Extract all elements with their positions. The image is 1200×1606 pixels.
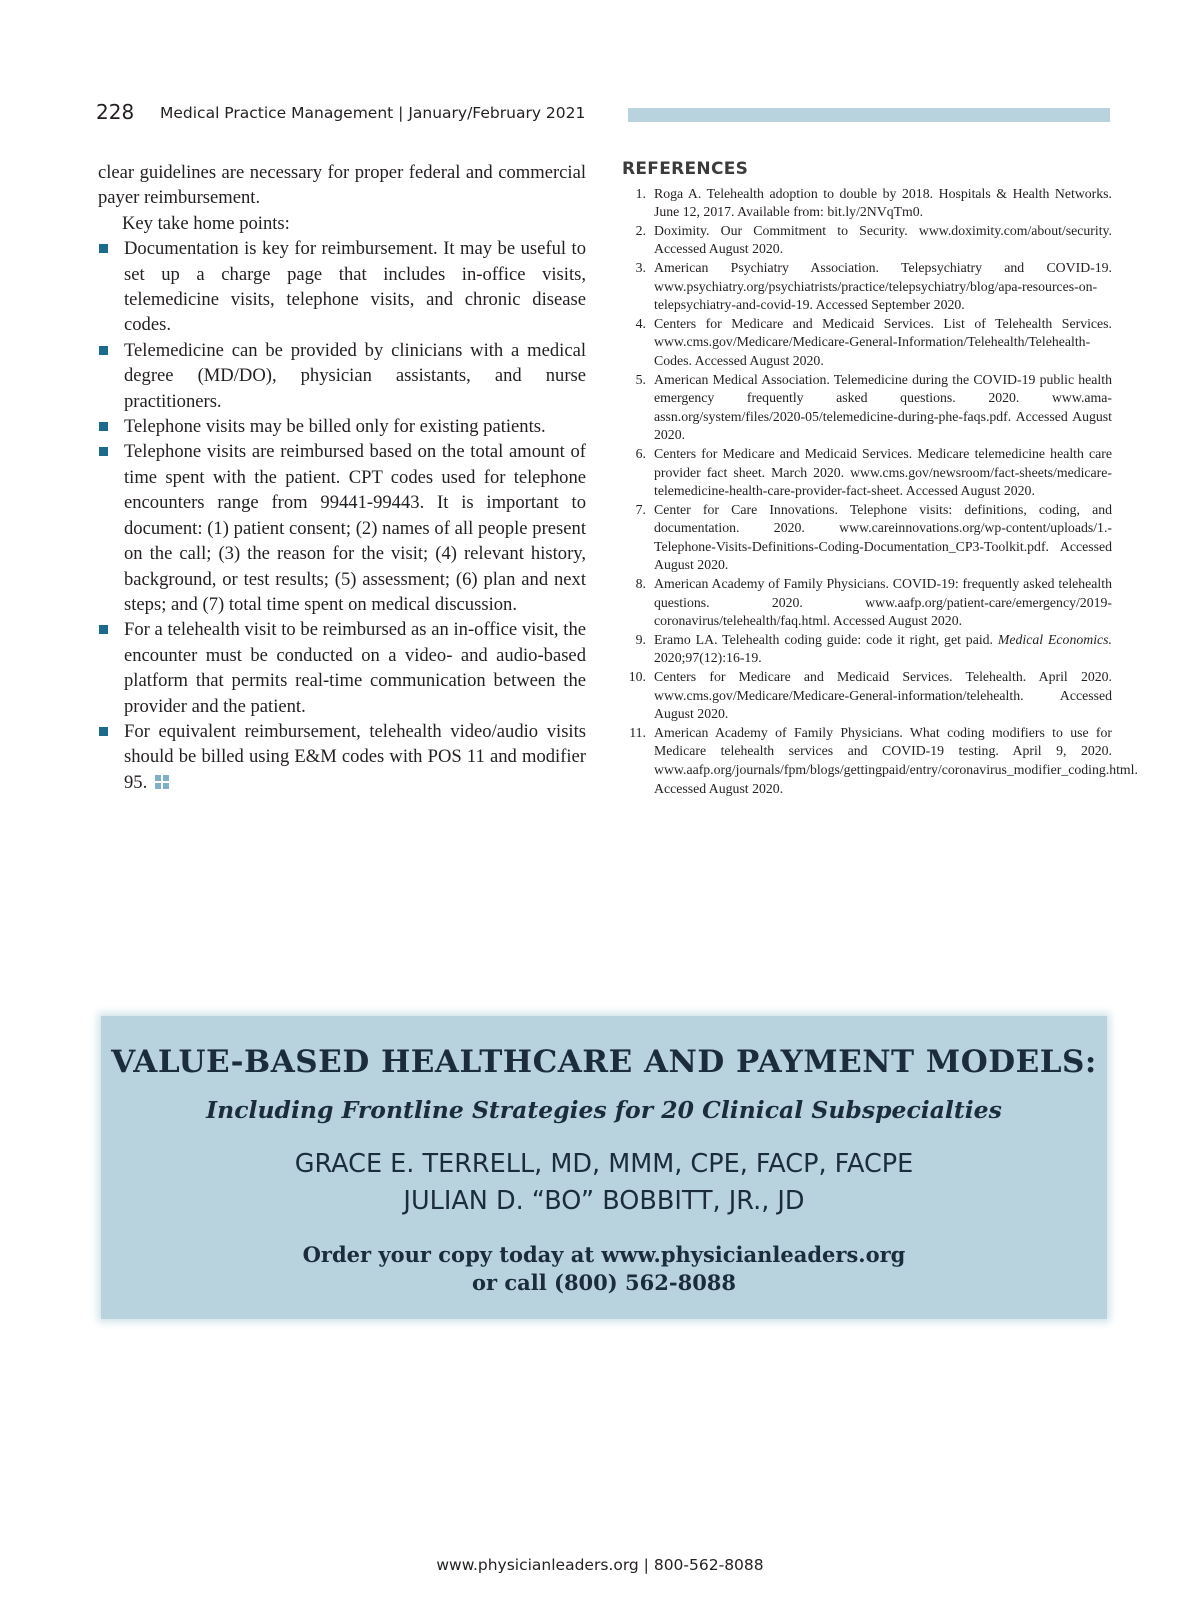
square-bullet-icon: [99, 727, 108, 736]
reference-item: [622, 315, 1112, 371]
reference-item: [622, 222, 1112, 259]
reference-number: 6.: [635, 445, 646, 461]
reference-text: American Psychiatry Association. Telepsychiatry and COVID-19. www.psychiatry.org/psychiatrists/practice/telepsychiatry/blog/apa-resources-on-telepsychiatry-and-covid-19. Accessed September 2020.: [654, 259, 1112, 313]
reference-number: 1.: [635, 185, 646, 201]
reference-item: [622, 724, 1138, 798]
reference-item: [622, 575, 1112, 631]
reference-text-after: 2020;97(12):16-19.: [654, 650, 762, 666]
ad-order-line-2: or call (800) 562-8088: [471, 1270, 737, 1295]
list-item: [98, 719, 586, 795]
reference-text: Centers for Medicare and Medicaid Services. List of Telehealth Services. www.cms.gov/Medicare/Medicare-General-Information/Telehealth/Telehealth-Codes. Accessed August 2020.: [654, 315, 1112, 368]
square-bullet-icon: [99, 447, 108, 456]
reference-number: 10.: [628, 669, 646, 685]
reference-number: 8.: [635, 576, 646, 592]
key-points-label: Key take home points:: [122, 212, 290, 234]
reference-text: Centers for Medicare and Medicaid Services. Medicare telemedicine health care provider fact sheet. March 2020. www.cms.gov/newsroom/fact-sheets/medicare-telemedicine-health-care-provider-fact-sheet. Accessed August 2020.: [654, 445, 1112, 499]
reference-number: 4.: [635, 315, 646, 331]
reference-number: 11.: [629, 724, 646, 740]
page-header: [96, 100, 1110, 128]
book-advertisement: [101, 1016, 1107, 1319]
end-of-article-icon: [155, 775, 169, 789]
ad-author-1: GRACE E. TERRELL, MD, MMM, CPE, FACP, FACPE: [294, 1149, 914, 1179]
reference-text: American Academy of Family Physicians. What coding modifiers to use for Medicare telehealth services and COVID-19 testing. April 9, 2020. www.aafp.org/journals/fpm/blogs/gettingpaid/entry/coronavirus_modifier_coding.html. Accessed August 2020.: [654, 724, 1138, 796]
list-item: [98, 414, 586, 439]
key-points-list: [98, 236, 586, 795]
bullet-text: For equivalent reimbursement, telehealth video/audio visits should be billed using E&M codes with POS 11 and modifier 95.: [124, 720, 586, 793]
article-body: [98, 160, 586, 795]
ad-order-info: [101, 1241, 1107, 1297]
reference-item: [622, 501, 1112, 575]
ad-author-2: JULIAN D. “BO” BOBBITT, JR., JD: [403, 1186, 805, 1216]
reference-item: [622, 668, 1112, 724]
reference-text: Roga A. Telehealth adoption to double by 2018. Hospitals & Health Networks. June 12, 2017. Available from: bit.ly/2NVqTm0.: [654, 185, 1112, 220]
list-item: [98, 236, 586, 338]
square-bullet-icon: [99, 244, 108, 253]
ad-order-line-1: Order your copy today at www.physicianleaders.org: [302, 1242, 906, 1267]
bullet-text: Telemedicine can be provided by clinicians with a medical degree (MD/DO), physician assistants, and nurse practitioners.: [124, 339, 586, 412]
reference-text: American Medical Association. Telemedicine during the COVID-19 public health emergency frequently asked questions. 2020. www.ama-assn.org/system/files/2020-05/telemedicine-during-phe-faqs.pdf. Accessed August 2020.: [654, 371, 1112, 443]
reference-text: Eramo LA. Telehealth coding guide: code it right, get paid.: [654, 631, 998, 647]
bullet-text: For a telehealth visit to be reimbursed as an in-office visit, the encounter must be conducted on a video- and audio-based platform that permits real-time communication between the provider and the patient.: [124, 619, 586, 717]
references-list: [622, 185, 1138, 799]
bullet-text: Telephone visits may be billed only for existing patients.: [124, 416, 546, 438]
header-bar: [628, 108, 1110, 122]
square-bullet-icon: [99, 346, 108, 355]
reference-item: [622, 445, 1112, 501]
page-footer: www.physicianleaders.org | 800-562-8088: [436, 1556, 764, 1574]
bullet-text: Documentation is key for reimbursement. It may be useful to set up a charge page that includes in-office visits, telemedicine visits, telephone visits, and chronic disease codes.: [124, 238, 586, 336]
square-bullet-icon: [99, 422, 108, 431]
running-head: Medical Practice Management | January/February 2021: [160, 104, 586, 122]
list-item: [98, 338, 586, 414]
list-item: [98, 439, 586, 617]
ad-subtitle: Including Frontline Strategies for 20 Clinical Subspecialties: [206, 1096, 1002, 1124]
ad-title: VALUE-BASED HEALTHCARE AND PAYMENT MODELS:: [111, 1044, 1097, 1080]
reference-text: Centers for Medicare and Medicaid Services. Telehealth. April 2020. www.cms.gov/Medicare/Medicare-General-information/telehealth. Accessed August 2020.: [654, 669, 1112, 722]
reference-number: 2.: [635, 222, 646, 238]
reference-item: [622, 259, 1112, 315]
reference-item: [622, 631, 1112, 668]
reference-number: 9.: [635, 631, 646, 647]
page-number: 228: [96, 100, 135, 124]
journal-name: Medical Economics.: [997, 631, 1112, 647]
reference-text: Center for Care Innovations. Telephone visits: definitions, coding, and documentation. 2020. www.careinnovations.org/wp-content/uploads/1.-Telephone-Visits-Definitions-Coding-Documentation_CP3-Toolkit.pdf. Accessed August 2020.: [654, 501, 1112, 573]
references-title: REFERENCES: [622, 159, 749, 179]
reference-item: [622, 371, 1112, 445]
bullet-text: Telephone visits are reimbursed based on the total amount of time spent with the patient. CPT codes used for telephone encounters range from 99441-99443. It is important to document: (1) patient consent; (2) names of all people present on the call; (3) the reason for the visit; (4) relevant history, background, or test results; (5) assessment; (6) plan and next steps; and (7) total time spent on medical discussion.: [124, 441, 586, 615]
reference-number: 5.: [635, 371, 646, 387]
reference-text: Doximity. Our Commitment to Security. www.doximity.com/about/security. Accessed August 2020.: [654, 222, 1112, 257]
reference-number: 3.: [635, 259, 646, 275]
list-item: [98, 617, 586, 719]
reference-text: American Academy of Family Physicians. COVID-19: frequently asked telehealth questions. 2020. www.aafp.org/patient-care/emergency/2019-coronavirus/telehealth/faq.html. Accessed August 2020.: [654, 576, 1112, 629]
intro-paragraph: clear guidelines are necessary for proper federal and commercial payer reimbursement.: [98, 162, 586, 209]
references-section: [622, 159, 1138, 798]
reference-number: 7.: [635, 501, 646, 517]
square-bullet-icon: [99, 625, 108, 634]
reference-item: [622, 185, 1112, 222]
